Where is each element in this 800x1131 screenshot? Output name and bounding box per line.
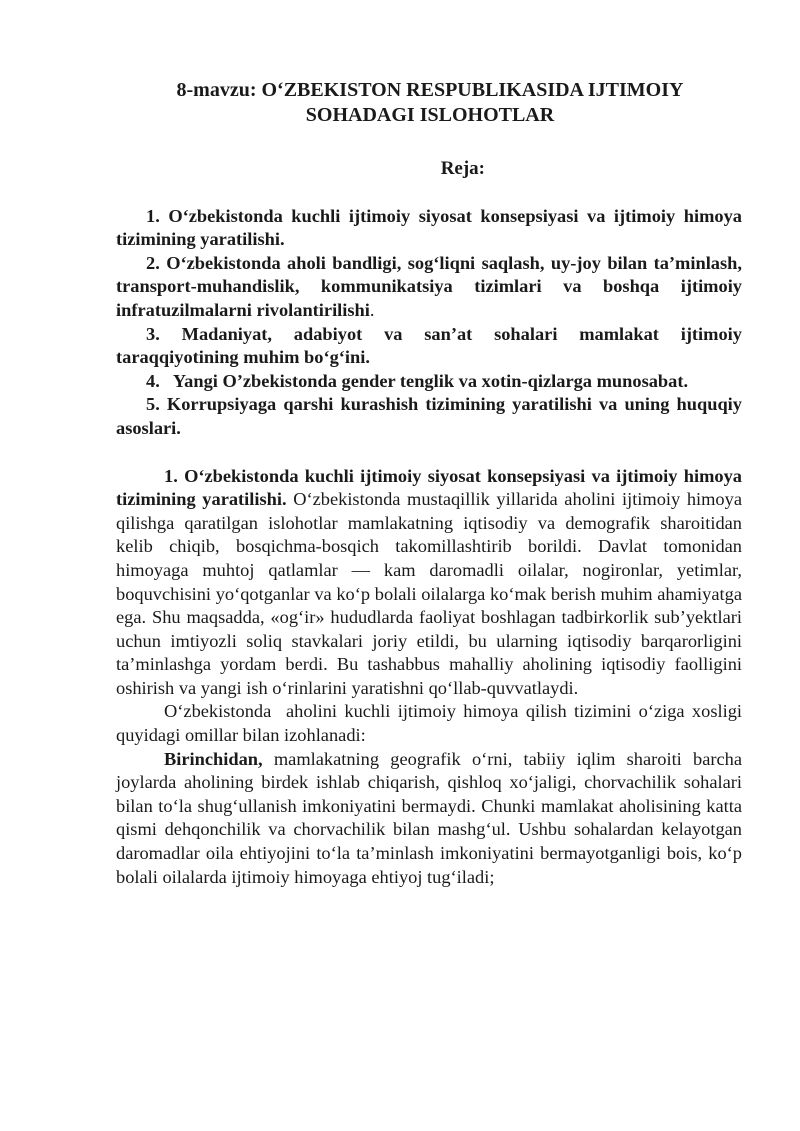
title-line-2: SOHADAGI ISLOHOTLAR xyxy=(305,104,555,126)
plan-item-5-text: 5. Korrupsiyaga qarshi kurashish tizimining yaratilishi va uning huquqiy asoslari. xyxy=(116,394,742,438)
paragraph-2-text: O‘zbekistonda aholini kuchli ijtimoiy himoya qilish tizimini o‘ziga xosligi quyidagi omillar bilan izohlanadi: xyxy=(116,701,747,746)
plan-heading: Reja: xyxy=(440,158,485,179)
plan-item-5 xyxy=(116,393,742,440)
paragraph-3-lead: Birinchidan, xyxy=(164,748,263,769)
plan-list xyxy=(116,205,742,441)
plan-item-4 xyxy=(116,370,742,394)
paragraph-1-text: O‘zbekistonda mustaqillik yillarida aholini ijtimoiy himoya qilishga qaratilgan islohotlar mamlakatning iqtisodiy va demografik sharoitidan kelib chiqib, bosqichma-bosqich takomillashtirib borildi. Davlat tomonidan himoyaga muhtoj qatlamlar — kam daromadli oilalar, nogironlar, yetimlar, boquvchisini yo‘qotganlar va ko‘p bolali oilalarga ko‘mak berish muhim ahamiyatga ega. Shu maqsadda, «og‘ir» hududlarda faoliyat boshlagan tadbirkorlik sub’yektlari uchun imtiyozli soliq stavkalari joriy etildi, bu ularning iqtisodiy barqarorligini ta’minlashga yordam berdi. Bu tashabbus mahalliy aholining iqtisodiy faolligini oshirish va yangi ish o‘rinlarini yaratishni qo‘llab-quvvatlaydi. xyxy=(116,489,742,698)
plan-item-3 xyxy=(116,323,742,370)
plan-item-3-text: 3. Madaniyat, adabiyot va san’at sohalari mamlakat ijtimoiy taraqqiyotining muhim bo‘g‘ini. xyxy=(116,323,742,368)
plan-item-2-text: 2. O‘zbekistonda aholi bandligi, sog‘liqni saqlash, uy-joy bilan ta’minlash, transport-muhandislik, kommunikatsiya tizimlari va boshqa ijtimoiy infratuzilmalarni rivolantirilishi xyxy=(116,252,742,320)
plan-item-4-text: 4. Yangi O’zbekistonda gender tenglik va xotin-qizlarga munosabat. xyxy=(146,370,689,391)
paragraph-2 xyxy=(116,700,747,747)
paragraph-1 xyxy=(116,465,742,701)
document-title xyxy=(116,78,742,128)
document-page xyxy=(116,78,747,889)
plan-item-2 xyxy=(116,252,742,323)
title-line-1: 8-mavzu: O‘ZBEKISTON RESPUBLIKASIDA IJTIMOIY xyxy=(176,79,684,101)
paragraph-3-text: mamlakatning geografik o‘rni, tabiiy iqlim sharoiti barcha joylarda aholining birdek ishlab chiqarish, qishloq xo‘jaligi, chorvachilik sohalari bilan to‘la shug‘ullanish imkoniyatini bermaydi. Chunki mamlakat aholisining katta qismi dehqonchilik va chorvachilik bilan mashg‘ul. Ushbu sohalardan kelayotgan daromadlar oila ehtiyojini to‘la ta’minlash imkoniyatini bermayotganligi bois, ko‘p bolali oilalarda ijtimoiy himoyaga ehtiyoj tug‘iladi; xyxy=(116,748,742,887)
section-1-heading: 1. O‘zbekistonda kuchli ijtimoiy siyosat konsepsiyasi va ijtimoiy himoya tizimining yaratilishi. xyxy=(116,465,742,510)
plan-item-1 xyxy=(116,205,742,252)
paragraph-3 xyxy=(116,748,742,890)
section-1 xyxy=(116,465,747,890)
plan-item-1-text: 1. O‘zbekistonda kuchli ijtimoiy siyosat konsepsiyasi va ijtimoiy himoya tizimining yaratilishi. xyxy=(116,205,742,250)
plan-item-2-tail: . xyxy=(369,299,375,320)
